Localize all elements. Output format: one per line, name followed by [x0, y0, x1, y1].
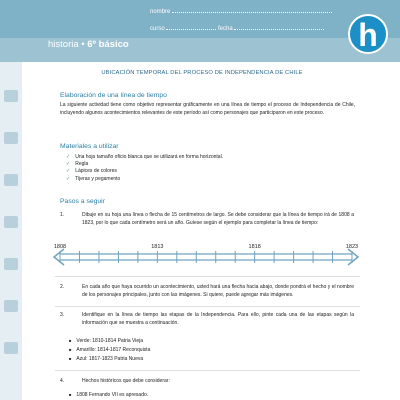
- step-number: 3.: [60, 312, 65, 318]
- name-line[interactable]: [150, 8, 332, 15]
- stage-item: ■ Amarillo: 1814-1817 Reconquista: [78, 347, 150, 353]
- material-item: ✓ Tijeras y pegamento: [76, 176, 223, 183]
- subject-label: [48, 39, 129, 50]
- book-icon: [4, 90, 18, 102]
- step-number: 4.: [60, 378, 65, 384]
- timeline-right-arrow: [348, 249, 358, 265]
- material-item: ✓ Una hoja tamaño oficio blanca que se utilizará en forma horizontal.: [76, 154, 223, 161]
- divider: [55, 276, 360, 277]
- people-icon: [4, 174, 18, 186]
- castle-icon: [4, 216, 18, 228]
- timeline-diagram: [52, 235, 364, 275]
- student-form: [150, 5, 365, 55]
- step-text: Hechos históricos que debe considerar:: [82, 378, 170, 384]
- material-item: ✓ Regla: [76, 161, 223, 168]
- section-heading-pasos: Pasos a seguir: [60, 198, 105, 205]
- ship-icon: [4, 342, 18, 354]
- step-text: Dibuje en su hoja una línea o flecha de 15 centímetros de largo. Se debe considerar que la línea de tiempo irá de 1808 a 1823, por lo que cada centímetro será un año. Guíese según el ejemplo para completar la línea de tiempo:: [82, 212, 354, 226]
- step-text: En cada año que haya ocurrido un acontecimiento, usted hará una flecha hacia abajo, donde pondrá el hecho y el nombre de los personajes principales, junto con las imágenes. Si quiere, puede agregar más imágenes.: [82, 284, 354, 298]
- section-heading-elaboracion: Elaboración de una línea de tiempo: [60, 92, 167, 99]
- grade-label: 6º básico: [87, 39, 129, 50]
- map-icon: [4, 300, 18, 312]
- flag-icon: [4, 258, 18, 270]
- name-label: nombre: [150, 9, 171, 15]
- step-text: Identifique en la línea de tiempo las etapas de la Independencia. Para ello, pinte cada una de las etapas según la información que se muestra a continuación.: [82, 312, 354, 326]
- subject-name: historia: [48, 39, 79, 50]
- material-item: ✓ Lápices de colores: [76, 168, 223, 175]
- doc-title: UBICACIÓN TEMPORAL DEL PROCESO DE INDEPENDENCIA DE CHILE: [101, 70, 303, 76]
- stage-item: ■ Verde: 1810-1814 Patria Vieja: [78, 338, 143, 344]
- divider: [55, 370, 360, 371]
- date-label: fecha: [218, 26, 233, 32]
- step-number: 2.: [60, 284, 65, 290]
- sidebar: [0, 62, 22, 400]
- timeline-year-label: 1808: [53, 244, 67, 250]
- materials-list: [76, 154, 223, 183]
- course-date-line[interactable]: [150, 25, 324, 32]
- section-heading-materiales: Materiales a utilizar: [60, 143, 119, 150]
- name-field[interactable]: [172, 8, 332, 13]
- section-text-elaboracion: La siguiente actividad tiene como objetivo representar gráficamente en una línea de tiempo el proceso de Independencia de Chile, incluyendo algunos acontecimientos relevantes de este período así como personajes que participaron en este proceso.: [60, 102, 355, 116]
- divider: [55, 306, 360, 307]
- course-label: curso: [150, 26, 165, 32]
- timeline-year-label: 1813: [151, 244, 164, 250]
- course-field[interactable]: [166, 25, 216, 30]
- globe-icon: [4, 132, 18, 144]
- subject-separator: •: [81, 39, 85, 50]
- step-number: 1.: [60, 212, 65, 218]
- stage-item: ■ Azul: 1817-1823 Patria Nueva: [78, 356, 143, 362]
- fact-item: ■ 1808 Fernando VII es apresado.: [78, 392, 148, 398]
- timeline-year-label: 1823: [345, 244, 359, 250]
- timeline-left-arrow: [54, 249, 64, 265]
- date-field[interactable]: [234, 25, 324, 30]
- logo-icon: h: [348, 14, 388, 54]
- timeline-year-label: 1818: [248, 244, 261, 250]
